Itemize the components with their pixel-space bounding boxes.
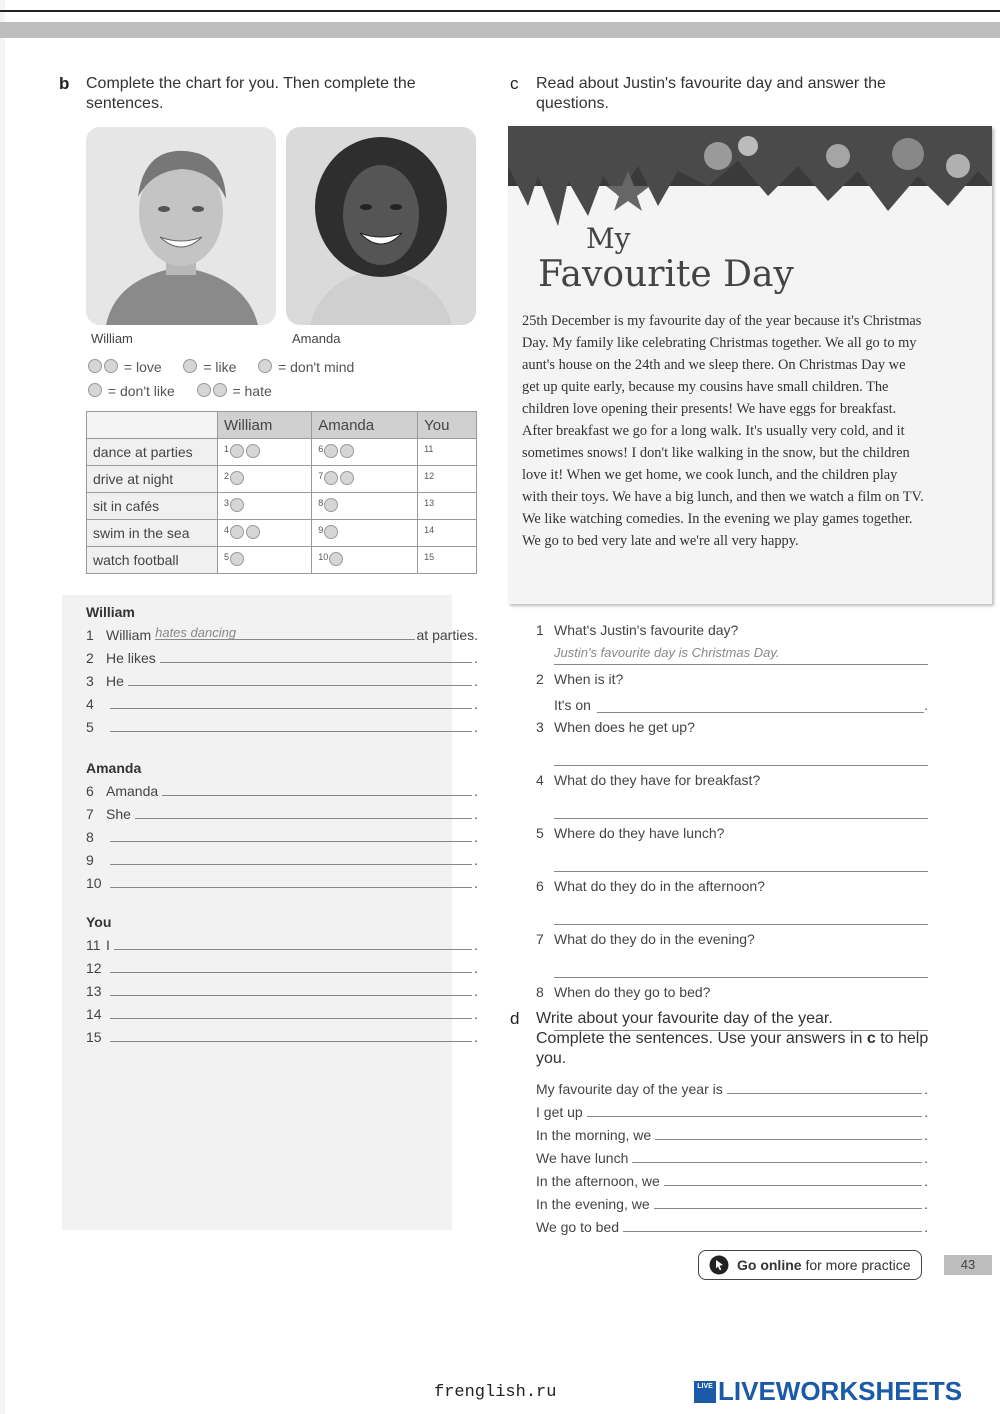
preferences-chart <box>86 411 477 574</box>
go-online-rest: for more practice <box>805 1257 911 1273</box>
answer-blank[interactable] <box>110 694 472 709</box>
section-c-instruction: Read about Justin's favourite day and answer the questions. <box>536 75 886 112</box>
william-heading: William <box>86 604 135 620</box>
answer-blank[interactable] <box>623 1217 922 1232</box>
smile-face-icon <box>104 359 118 373</box>
story-title-line2: Favourite Day <box>538 254 794 295</box>
section-d-instruction-line1: Write about your favourite day of the year. <box>536 1010 833 1027</box>
smile-face-icon <box>340 444 354 458</box>
page-number: 43 <box>944 1255 992 1275</box>
section-d-lines <box>536 1074 928 1235</box>
question: 6 What do they do in the afternoon? <box>536 878 765 894</box>
sad-face-icon <box>88 383 102 397</box>
sentence-line: 12 . <box>86 960 478 976</box>
legend-dont-mind: = don't mind <box>278 359 355 375</box>
answer-blank[interactable] <box>110 827 472 842</box>
chart-row <box>87 520 477 547</box>
sentence-line: 6 Amanda . <box>86 783 478 799</box>
smile-face-icon <box>324 444 338 458</box>
legend-hate: = hate <box>232 383 272 399</box>
chart-activity: drive at night <box>87 466 218 493</box>
section-d-instruction-line2: Complete the sentences. Use your answers in c to help you. <box>536 1030 929 1067</box>
sentence-line: My favourite day of the year is . <box>536 1081 928 1097</box>
section-c-letter: c <box>510 74 519 93</box>
amanda-photo <box>286 127 476 325</box>
chart-cell-you[interactable]: 12 <box>418 466 477 493</box>
smile-face-icon <box>230 525 244 539</box>
top-rule <box>0 10 1000 12</box>
question: 1 What's Justin's favourite day? <box>536 622 739 638</box>
neutral-face-icon <box>230 498 244 512</box>
chart-activity: watch football <box>87 547 218 574</box>
chart-cell-william: 1 <box>218 439 312 466</box>
sentence-line: 7 She . <box>86 806 478 822</box>
sentence-line: 3 He . <box>86 673 478 689</box>
answer-blank[interactable] <box>110 981 472 996</box>
chart-cell-william: 4 <box>218 520 312 547</box>
brand-text: LIVEWORKSHEETS <box>718 1376 963 1406</box>
chart-row <box>87 466 477 493</box>
legend-love: = love <box>123 359 162 375</box>
sentence-line: 5 . <box>86 719 478 735</box>
sad-face-icon <box>324 525 338 539</box>
chart-header-you: You <box>418 412 477 439</box>
sentence-line: 10 . <box>86 875 478 891</box>
section-d-instruction <box>536 1009 936 1069</box>
neutral-face-icon <box>258 359 272 373</box>
chart-activity: sit in cafés <box>87 493 218 520</box>
chart-row <box>87 493 477 520</box>
you-sentences <box>86 914 478 1045</box>
chart-cell-you[interactable]: 13 <box>418 493 477 520</box>
sentence-line: 2 He likes . <box>86 650 478 666</box>
liveworksheets-logo <box>694 1376 962 1407</box>
section-b-letter: b <box>59 74 70 93</box>
section-d-letter: d <box>510 1009 520 1028</box>
answer-blank[interactable] <box>128 671 472 686</box>
chart-cell-amanda: 8 <box>312 493 418 520</box>
smile-face-icon <box>324 498 338 512</box>
chart-activity: dance at parties <box>87 439 218 466</box>
chart-header-william: William <box>218 412 312 439</box>
answer-line[interactable] <box>554 847 928 872</box>
sentence-line: In the afternoon, we . <box>536 1173 928 1189</box>
chart-cell-you[interactable]: 11 <box>418 439 477 466</box>
smile-face-icon <box>230 471 244 485</box>
chart-cell-william: 5 <box>218 547 312 574</box>
sad-face-icon <box>230 444 244 458</box>
chart-row <box>87 439 477 466</box>
answer-blank[interactable] <box>162 781 472 796</box>
answer-blank[interactable] <box>727 1079 922 1094</box>
live-badge-icon: LIVE <box>694 1381 716 1403</box>
sentence-line: 14 . <box>86 1006 478 1022</box>
page-edge <box>0 0 5 1414</box>
answer-blank[interactable] <box>135 804 472 819</box>
sentence-line: We have lunch . <box>536 1150 928 1166</box>
answer-blank[interactable]: hates dancing <box>155 625 414 640</box>
christmas-branches-decoration <box>508 126 992 246</box>
chart-cell-you[interactable]: 14 <box>418 520 477 547</box>
chart-row <box>87 547 477 574</box>
answer-line[interactable] <box>554 953 928 978</box>
story-text: 25th December is my favourite day of the year because it's Christmas Day. My family like celebrating Christmas together. We all go to my aunt's house on the 24th and we sleep there. On Christmas Day we get up quite early, because my cousins have small children. The children love opening their presents! We have eggs for breakfast. After breakfast we go for a long walk. It's usually very cold, and it sometimes snows! I don't like walking in the snow, but the children love it! When we get home, we cook lunch, and the children play with their toys. We have a big lunch, and then we watch a film on TV. We like watching comedies. In the evening we play games together. We go to bed very late and we're all very happy. <box>522 313 924 549</box>
william-photo <box>86 127 276 325</box>
question: 4 What do they have for breakfast? <box>536 772 761 788</box>
answer-line[interactable] <box>554 794 928 819</box>
answer-blank[interactable] <box>110 1027 472 1042</box>
sentence-line: 11 I . <box>86 937 478 953</box>
sentence-line: 13 . <box>86 983 478 999</box>
chart-cell-william: 3 <box>218 493 312 520</box>
question: 2 When is it? <box>536 671 624 687</box>
you-heading: You <box>86 914 112 930</box>
answer-blank[interactable] <box>587 1102 922 1117</box>
sentence-line: 15 . <box>86 1029 478 1045</box>
william-sentences <box>86 604 478 735</box>
site-url: frenglish.ru <box>434 1383 557 1402</box>
answer-blank[interactable] <box>110 958 472 973</box>
chart-cell-amanda: 6 <box>312 439 418 466</box>
sentence-line: 9 . <box>86 852 478 868</box>
chart-cell-amanda: 10 <box>312 547 418 574</box>
sentence-line: We go to bed . <box>536 1219 928 1235</box>
legend-dont-like: = don't like <box>107 383 175 399</box>
sentence-line: 8 . <box>86 829 478 845</box>
chart-cell-amanda: 9 <box>312 520 418 547</box>
story-title-line1: My <box>586 222 631 255</box>
sad-face-icon <box>246 444 260 458</box>
sad-face-icon <box>340 471 354 485</box>
answer-blank[interactable] <box>110 1004 472 1019</box>
legend-row-1 <box>88 359 354 375</box>
questions-list <box>536 622 928 1031</box>
neutral-face-icon <box>329 552 343 566</box>
legend-like: = like <box>203 359 237 375</box>
question: 7 What do they do in the evening? <box>536 931 755 947</box>
answer-blank[interactable] <box>632 1148 922 1163</box>
chart-header-blank <box>87 412 218 439</box>
sad-face-icon <box>213 383 227 397</box>
william-caption: William <box>91 331 133 346</box>
answer-line[interactable]: It's on . <box>554 697 928 713</box>
answer-blank[interactable] <box>110 873 472 888</box>
sad-face-icon <box>197 383 211 397</box>
legend-row-2 <box>88 383 272 399</box>
go-online-link[interactable] <box>698 1250 922 1280</box>
header-band <box>0 22 1000 38</box>
answer-blank[interactable] <box>110 717 472 732</box>
sentence-line: In the morning, we . <box>536 1127 928 1143</box>
question: 5 Where do they have lunch? <box>536 825 725 841</box>
story-box <box>508 126 992 604</box>
go-online-bold: Go online <box>737 1257 802 1273</box>
amanda-heading: Amanda <box>86 760 142 776</box>
question: 3 When does he get up? <box>536 719 695 735</box>
chart-header-row <box>87 412 477 439</box>
chart-cell-william: 2 <box>218 466 312 493</box>
question: 8 When do they go to bed? <box>536 984 711 1000</box>
answer-blank[interactable] <box>664 1171 922 1186</box>
answer-blank[interactable] <box>114 935 472 950</box>
chart-header-amanda: Amanda <box>312 412 418 439</box>
answer-blank[interactable] <box>655 1125 922 1140</box>
chart-cell-amanda: 7 <box>312 466 418 493</box>
answer-blank[interactable] <box>654 1194 922 1209</box>
section-b-instruction: Complete the chart for you. Then complete the sentences. <box>86 75 416 112</box>
sentence-line: In the evening, we . <box>536 1196 928 1212</box>
smile-face-icon <box>246 525 260 539</box>
sentence-line: 4 . <box>86 696 478 712</box>
answer-blank[interactable] <box>160 648 472 663</box>
smile-face-icon <box>183 359 197 373</box>
sad-face-icon <box>230 552 244 566</box>
answer-blank[interactable] <box>110 850 472 865</box>
cursor-arrow-icon <box>709 1255 729 1275</box>
chart-activity: swim in the sea <box>87 520 218 547</box>
amanda-sentences <box>86 760 478 891</box>
answer-line[interactable] <box>554 741 928 766</box>
amanda-caption: Amanda <box>292 331 341 346</box>
answer-line[interactable]: Justin's favourite day is Christmas Day. <box>554 644 928 665</box>
chart-cell-you[interactable]: 15 <box>418 547 477 574</box>
sentence-line: I get up . <box>536 1104 928 1120</box>
answer-line[interactable] <box>554 900 928 925</box>
sentence-line: 1 William hates dancing at parties. <box>86 625 478 643</box>
sad-face-icon <box>324 471 338 485</box>
smile-face-icon <box>88 359 102 373</box>
